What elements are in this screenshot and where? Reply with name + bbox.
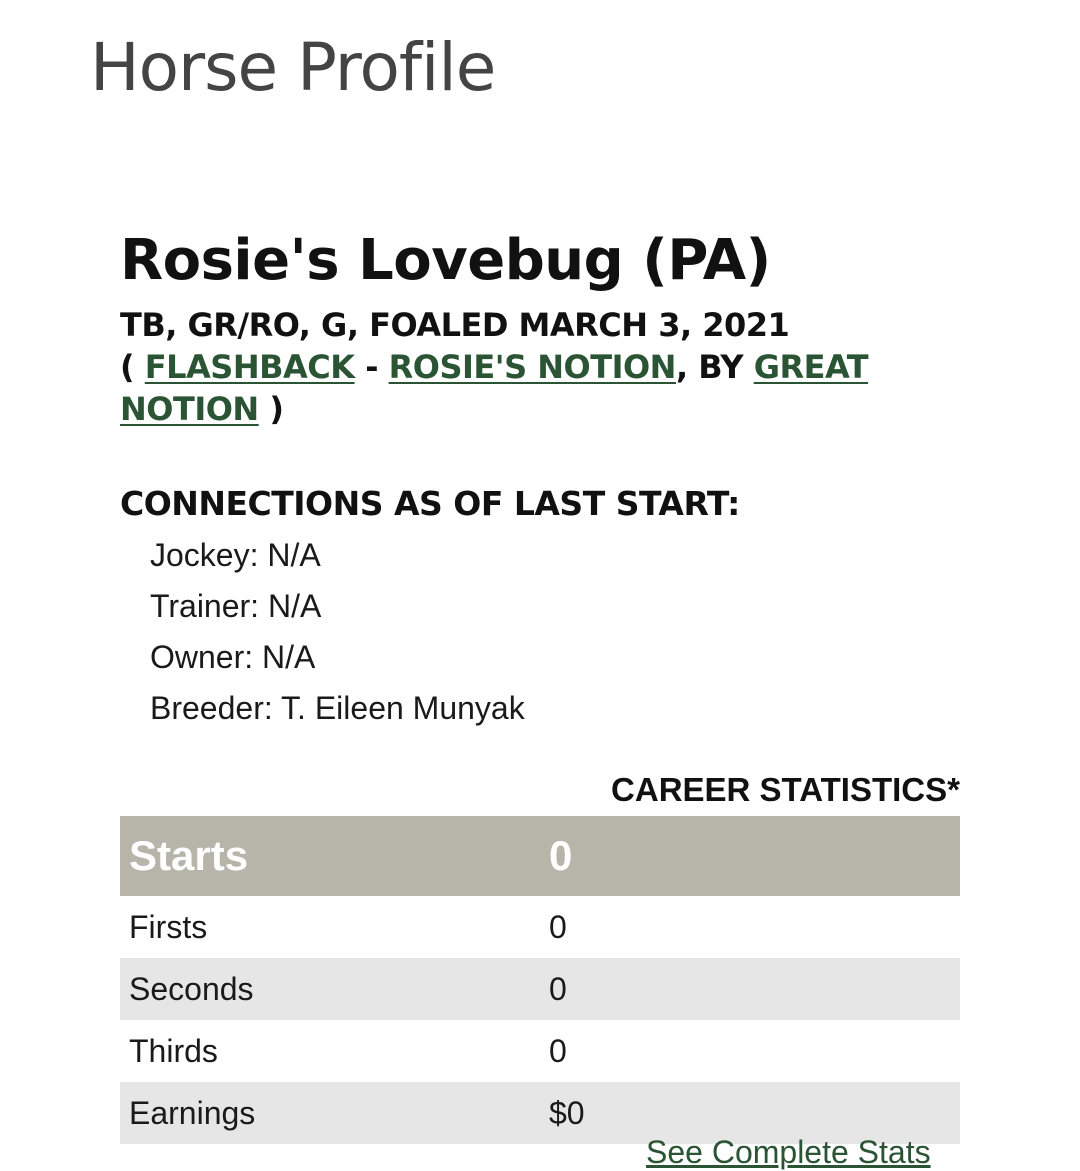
stats-row-firsts — [120, 896, 960, 958]
horse-description: TB, GR/RO, G, FOALED MARCH 3, 2021 — [120, 306, 790, 344]
stats-row-value: $0 — [549, 1094, 585, 1131]
stats-row-value: 0 — [549, 1032, 567, 1069]
stats-row-seconds — [120, 958, 960, 1020]
pedigree-close-paren: ) — [258, 390, 284, 428]
stats-header-label: Starts — [129, 832, 249, 879]
stats-row-value: 0 — [549, 970, 567, 1007]
dam-link[interactable]: ROSIE'S NOTION — [388, 348, 676, 386]
stats-header-row — [120, 816, 960, 896]
horse-profile — [120, 226, 960, 1144]
stats-row-label: Earnings — [129, 1094, 256, 1131]
sire-link[interactable]: FLASHBACK — [144, 348, 355, 386]
stats-row-label: Seconds — [129, 970, 254, 1007]
connection-trainer: Trainer: N/A — [150, 588, 322, 624]
pedigree-open-paren: ( — [120, 348, 145, 386]
horse-details — [120, 304, 960, 430]
complete-stats-link[interactable]: See Complete Stats — [646, 1134, 931, 1170]
stats-row-label: Firsts — [129, 908, 208, 945]
damsire-link[interactable]: GREAT NOTION — [120, 348, 869, 428]
stats-row-thirds — [120, 1020, 960, 1082]
page-title: Horse Profile — [90, 29, 496, 106]
connection-breeder: Breeder: T. Eileen Munyak — [150, 690, 525, 726]
connections-list — [150, 530, 960, 734]
career-stats-table — [120, 816, 960, 1144]
stats-row-label: Thirds — [129, 1032, 218, 1069]
pedigree-by-text: , BY — [675, 348, 754, 386]
horse-name: Rosie's Lovebug (PA) — [120, 228, 771, 293]
career-stats-heading: CAREER STATISTICS* — [611, 771, 960, 808]
connection-jockey: Jockey: N/A — [150, 537, 321, 573]
pedigree — [120, 346, 960, 430]
connections-heading: CONNECTIONS AS OF LAST START: — [120, 484, 740, 523]
stats-row-value: 0 — [549, 908, 567, 945]
stats-header-value: 0 — [549, 832, 573, 879]
connection-owner: Owner: N/A — [150, 639, 316, 675]
pedigree-separator: - — [354, 348, 389, 386]
